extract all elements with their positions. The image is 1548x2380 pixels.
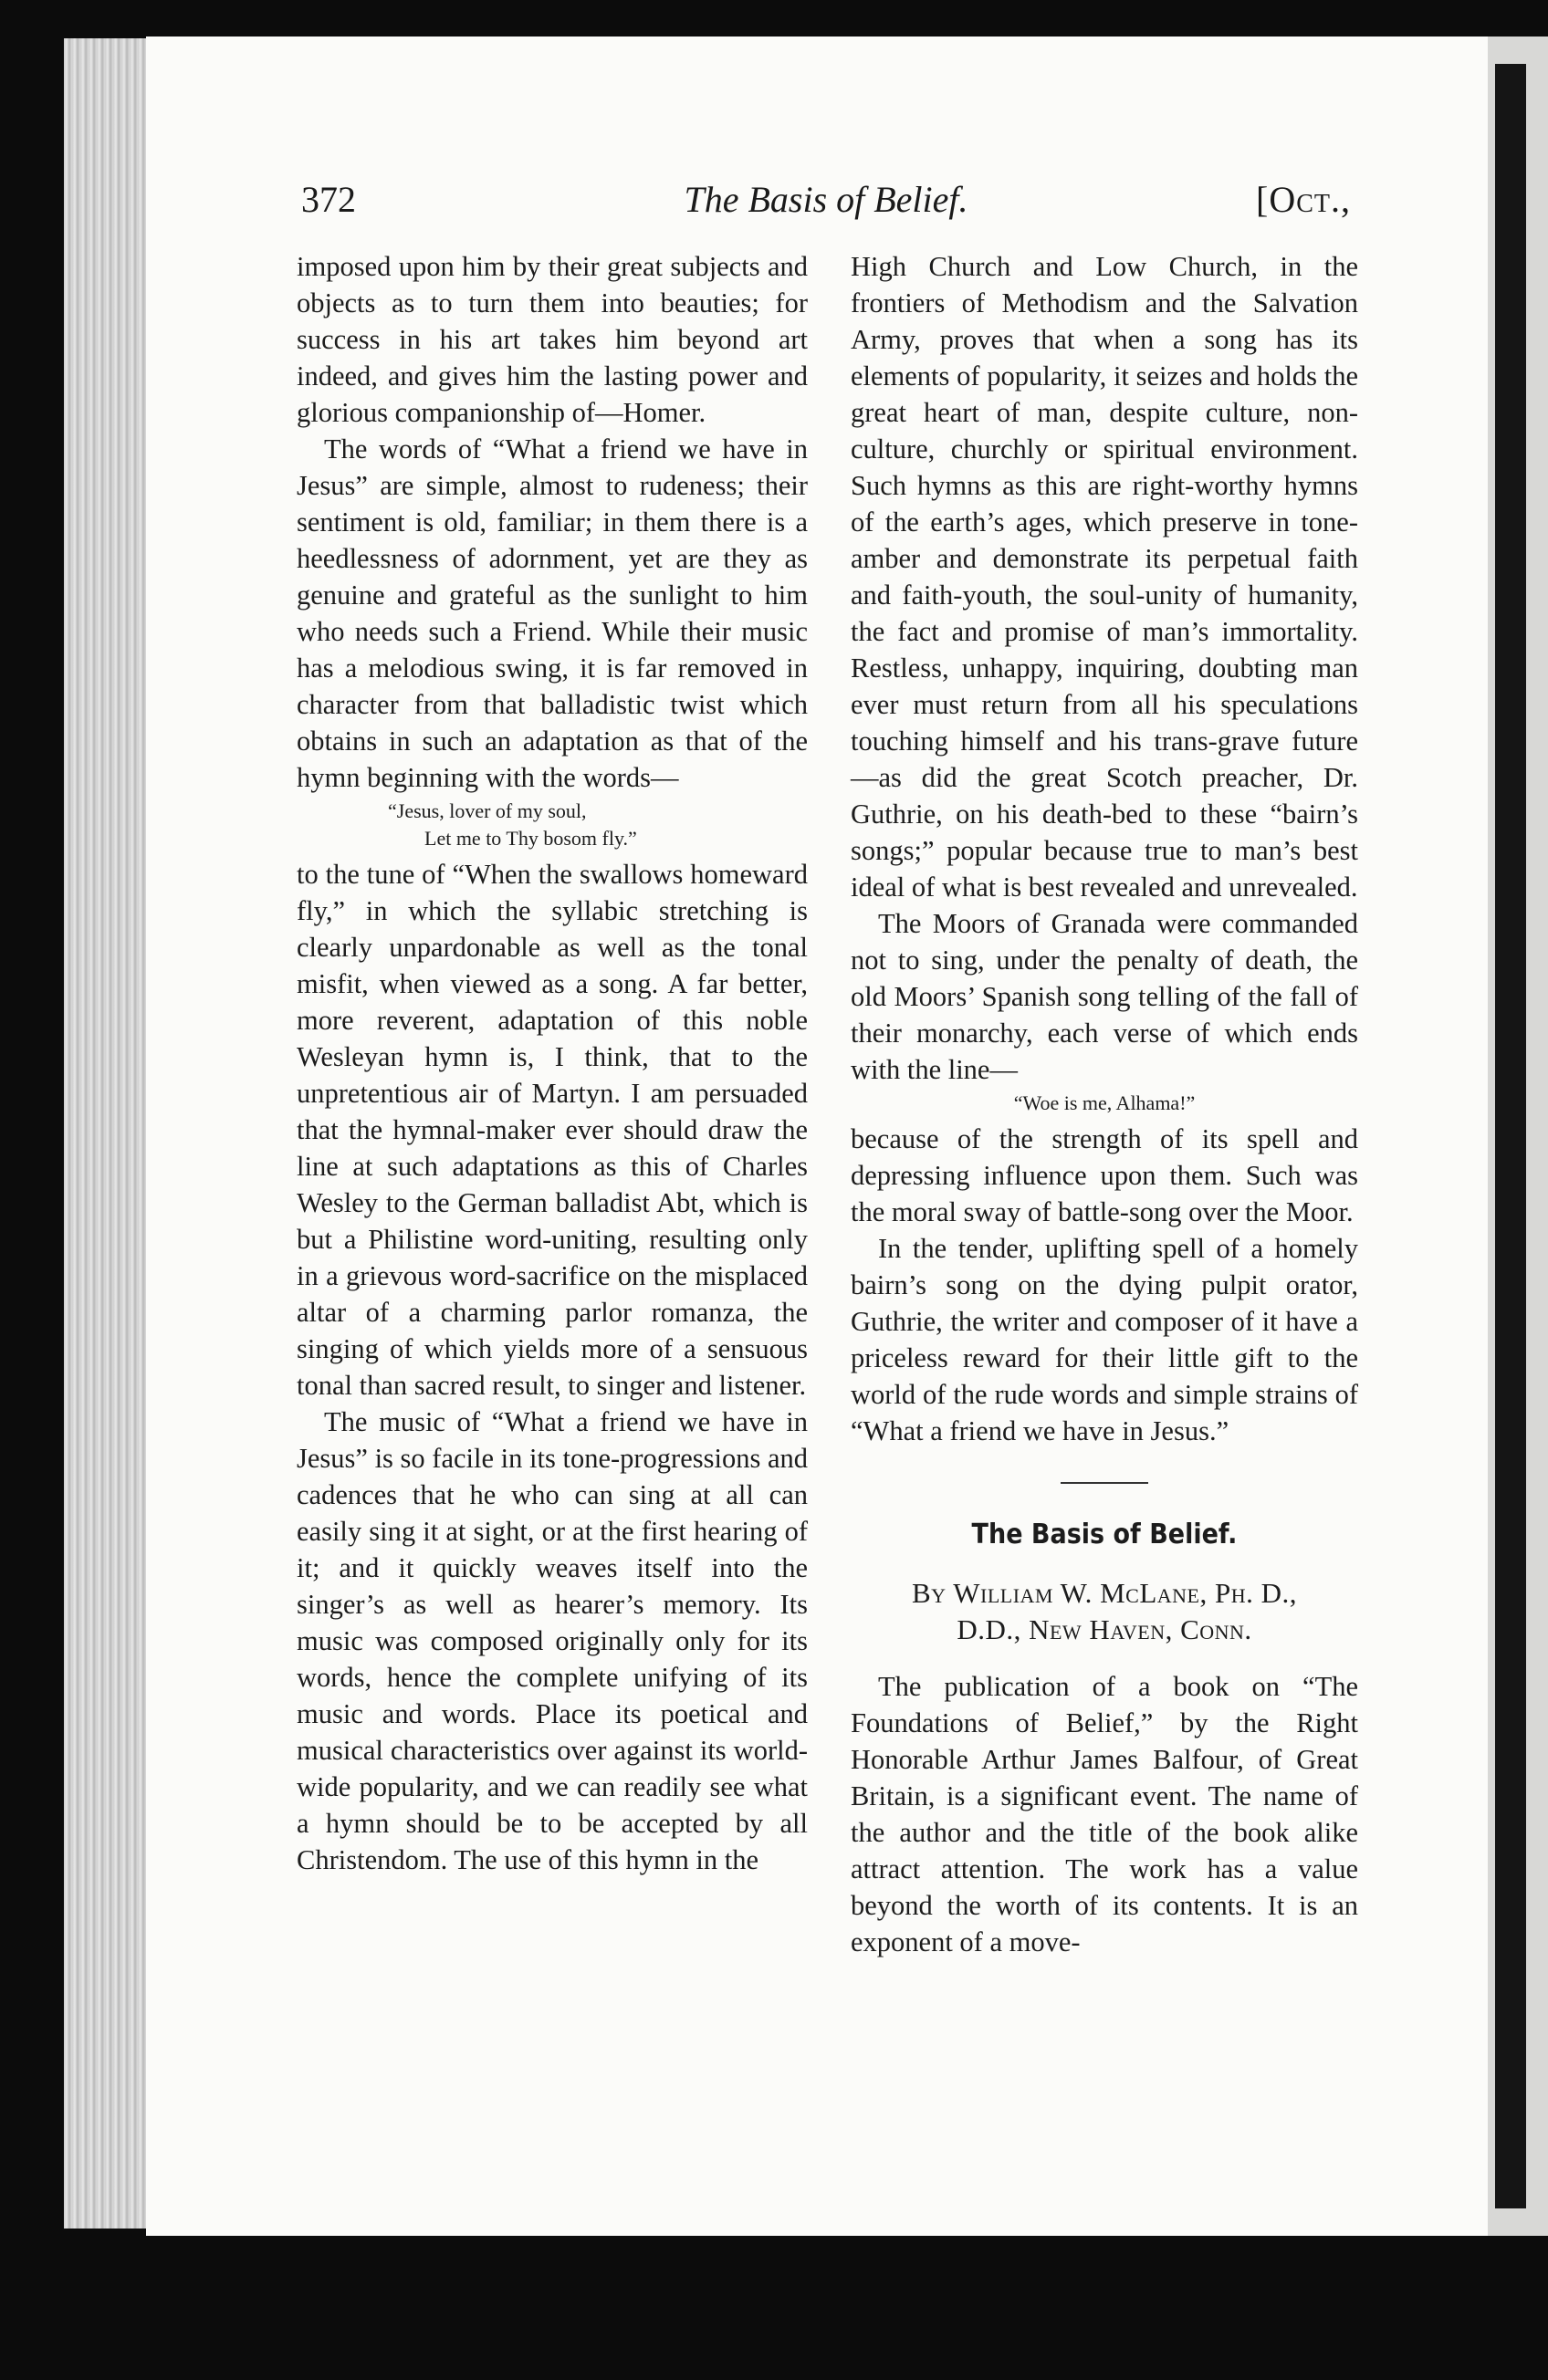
facing-page-edge <box>1488 37 1548 2236</box>
paragraph: The words of “What a friend we have in Jesus” are simple, almost to rudeness; their sentiment is old, familiar; in them there is a heedlessness of adornment, yet are they as genuine and grateful as the sunlight to him who needs such a Friend. While their music has a melodious swing, it is far removed in character from that balladistic twist which obtains in such an adaptation as that of the hymn beginning with the words— <box>297 433 808 793</box>
byline-line: D.D., New Haven, Conn. <box>957 1613 1252 1645</box>
quote-line: Let me to Thy bosom fly.” <box>424 827 637 850</box>
paragraph: to the tune of “When the swallows homeward fly,” in which the syllabic stretching is clearly unpardonable as well as the tonal misfit, when viewed as a song. A far better, more reverent, adaptation of this noble Wesleyan hymn is, I think, that to the unpretentious air of Martyn. I am persuaded that the hymnal-maker ever should draw the line at such adaptations as this of Charles Wesley to the German balladist Abt, which is but a Philistine word-uniting, resulting only in a grievous word-sacrifice on the misplaced altar of a charming parlor romanza, the singing of which yields more of a sensuous tonal than sacred result, to singer and listener. <box>297 859 808 1401</box>
page-number: 372 <box>301 179 356 220</box>
paragraph: High Church and Low Church, in the frontiers of Methodism and the Salvation Army, proves that when a song has its elements of popularity, it seizes and holds the great heart of man, despite culture, non-culture, churchly or spiritual environment. Such hymns as this are right-worthy hymns of the earth’s ages, which preserve in tone-amber and demonstrate its perpetual faith and faith-youth, the soul-unity of humanity, the fact and promise of man’s immortality. Restless, unhappy, inquiring, doubting man ever must return from all his speculations touching himself and his trans-grave future—as did the great Scotch preacher, Dr. Guthrie, on his death-bed to these “bairn’s songs;” popular because true to man’s best ideal of what is best revealed and unrevealed. <box>851 251 1358 903</box>
article-title: The Basis of Belief. <box>971 1519 1238 1550</box>
page-edge-stack <box>64 38 152 2229</box>
song-quote <box>851 1088 1358 1121</box>
paragraph: In the tender, uplifting spell of a homely bairn’s song on the dying pulpit orator, Guthrie, the writer and composer of it have a priceless reward for their little gift to the world of the rude words and simple strains of “What a friend we have in Jesus.” <box>851 1233 1358 1446</box>
running-title: The Basis of Belief. <box>684 179 968 220</box>
paragraph: imposed upon him by their great subjects and objects as to turn them into beauties; for success in his art takes him beyond art indeed, and gives him the lasting power and glorious companionship of—Homer. <box>297 251 808 428</box>
author-byline <box>851 1575 1358 1648</box>
byline-line: By William W. McLane, Ph. D., <box>912 1577 1297 1609</box>
section-divider <box>1061 1482 1148 1484</box>
paragraph: The Moors of Granada were commanded not to sing, under the penalty of death, the old Moors’ Spanish song telling of the fall of their monarchy, each verse of which ends with the line— <box>851 908 1358 1085</box>
left-column <box>297 248 808 1878</box>
hymn-quote <box>297 796 808 856</box>
issue-date: [Oct., <box>1256 179 1351 220</box>
quote-line: “Woe is me, Alhama!” <box>1013 1091 1196 1114</box>
paragraph: The publication of a book on “The Foundations of Belief,” by the Right Honorable Arthur James Balfour, of Great Britain, is a significant event. The name of the author and the title of the book alike attract attention. The work has a value beyond the worth of its contents. It is an exponent of a move- <box>851 1671 1358 1957</box>
quote-line: “Jesus, lover of my soul, <box>388 799 587 822</box>
paragraph: because of the strength of its spell and depressing influence upon them. Such was the moral sway of battle-song over the Moor. <box>851 1123 1358 1227</box>
paragraph: The music of “What a friend we have in Jesus” is so facile in its tone-progressions and cadences that he who can sing at all can easily sing it at sight, or at the first hearing of it; and it quickly weaves itself into the singer’s as well as hearer’s memory. Its music was composed originally only for its words, hence the complete unifying of its music and words. Place its poetical and musical characteristics over against its world-wide popularity, and we can readily see what a hymn should be to be accepted by all Christendom. The use of this hymn in the <box>297 1406 808 1875</box>
right-column <box>851 248 1358 1960</box>
running-header <box>301 178 1351 233</box>
